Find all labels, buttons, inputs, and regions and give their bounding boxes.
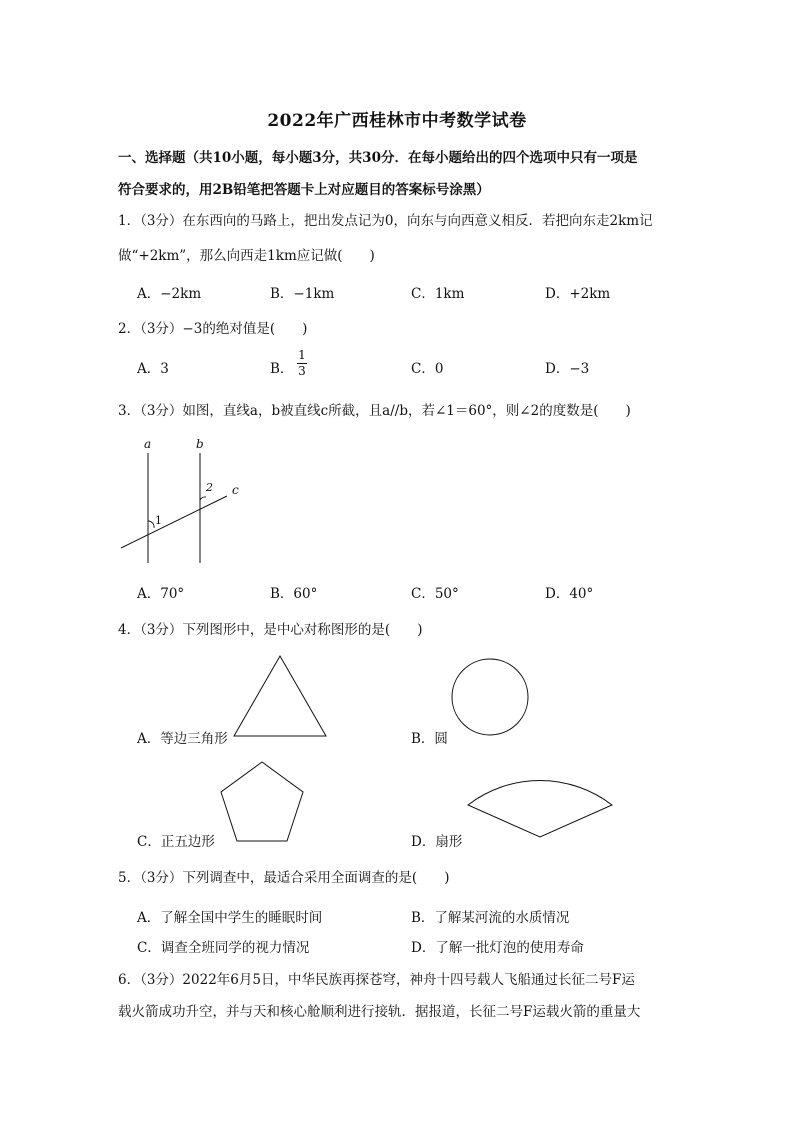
q3-parallel-lines-figure [115, 435, 255, 570]
label-angle-2: 2 [206, 481, 213, 494]
q1-option-c[interactable]: C．1km [411, 286, 465, 302]
q2-fraction-denominator: 3 [298, 364, 306, 378]
q1-stem-line-1: 1．（3分）在东西向的马路上，把出发点记为0，向东与向西意义相反．若把向东走2km记 [118, 213, 653, 229]
q3-stem: 3．（3分）如图，直线a，b被直线c所截，且a//b，若∠1＝60°，则∠2的度数是( ) [118, 403, 631, 419]
regular-pentagon-figure [216, 757, 308, 847]
q5-option-c[interactable]: C．调查全班同学的视力情况 [137, 940, 310, 956]
q2-option-b[interactable]: B． [270, 361, 294, 377]
q3-option-d[interactable]: D．40° [545, 586, 594, 602]
q2-fraction-numerator: 1 [298, 348, 306, 362]
q6-stem-line-1: 6．（3分）2022年6月5日，中华民族再探苍穹，神舟十四号载人飞船通过长征二号F运 [118, 972, 635, 988]
q4-option-c[interactable]: C．正五边形 [137, 834, 215, 850]
page-title: 2022年广西桂林市中考数学试卷 [267, 111, 527, 131]
sector-figure [462, 769, 616, 839]
section-heading-line-1: 一、选择题（共10小题，每小题3分，共30分．在每小题给出的四个选项中只有一项是 [118, 150, 638, 166]
q2-fraction [295, 349, 309, 378]
q1-option-a[interactable]: A．−2km [137, 286, 202, 302]
q5-option-d[interactable]: D．了解一批灯泡的使用寿命 [411, 940, 584, 956]
q4-stem: 4．（3分）下列图形中，是中心对称图形的是( ) [118, 622, 423, 638]
q5-option-a[interactable]: A．了解全国中学生的睡眠时间 [137, 910, 323, 926]
equilateral-triangle-figure [230, 652, 330, 740]
label-a: a [144, 437, 152, 451]
q1-stem-line-2: 做“+2km”，那么向西走1km应记做( ) [118, 248, 375, 264]
q5-stem: 5．（3分）下列调查中，最适合采用全面调查的是( ) [118, 870, 450, 886]
q3-option-a[interactable]: A．70° [137, 586, 185, 602]
q2-option-a[interactable]: A．3 [137, 361, 169, 377]
q4-option-b[interactable]: B．圆 [411, 731, 448, 747]
q4-option-d[interactable]: D．扇形 [411, 834, 463, 850]
circle-figure [448, 655, 534, 741]
label-angle-1: 1 [155, 514, 162, 527]
q1-option-b[interactable]: B．−1km [270, 286, 335, 302]
q1-option-d[interactable]: D．+2km [545, 286, 611, 302]
q2-option-c[interactable]: C．0 [411, 361, 444, 377]
q3-option-c[interactable]: C．50° [411, 586, 459, 602]
label-b: b [196, 437, 204, 451]
q2-stem: 2．（3分）−3的绝对值是( ) [118, 321, 308, 337]
q3-option-b[interactable]: B．60° [270, 586, 318, 602]
angle-2-arc [200, 497, 206, 500]
angle-1-arc [148, 521, 154, 528]
q5-option-b[interactable]: B．了解某河流的水质情况 [411, 910, 570, 926]
label-c: c [232, 483, 239, 497]
line-c [121, 496, 227, 548]
q4-option-a[interactable]: A．等边三角形 [137, 731, 228, 747]
section-heading-line-2: 符合要求的，用2B铅笔把答题卡上对应题目的答案标号涂黑） [118, 182, 490, 198]
q2-option-d[interactable]: D．−3 [545, 361, 590, 377]
q6-stem-line-2: 载火箭成功升空，并与天和核心舱顺利进行接轨．据报道，长征二号F运载火箭的重量大 [118, 1004, 641, 1020]
